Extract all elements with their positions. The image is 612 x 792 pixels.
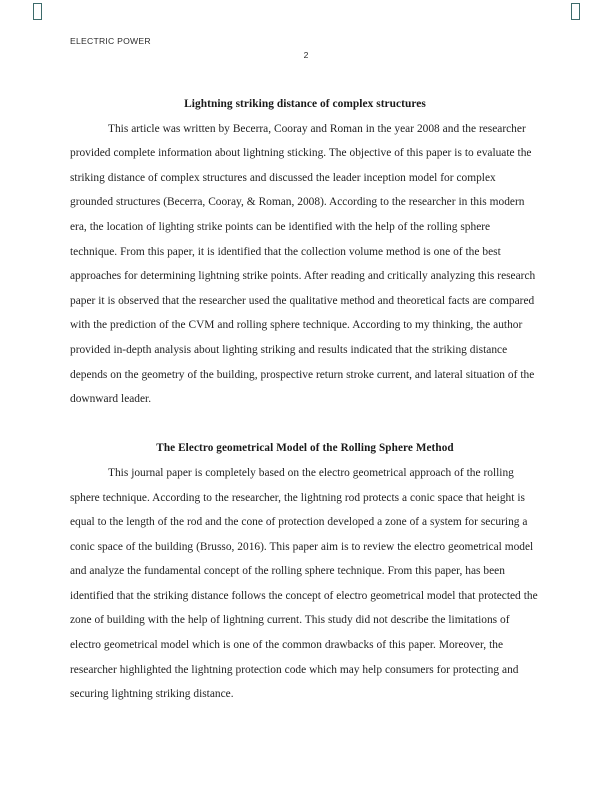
- running-header: ELECTRIC POWER: [70, 36, 151, 46]
- section-spacer: [70, 412, 540, 437]
- bracket-mark-icon-left: [33, 3, 42, 20]
- bracket-mark-icon-right: [571, 3, 580, 20]
- section-heading-1: Lightning striking distance of complex structures: [184, 98, 426, 110]
- page-number: 2: [303, 50, 309, 60]
- section-heading-2: The Electro geometrical Model of the Rolling Sphere Method: [156, 442, 454, 455]
- section-paragraph-1: This article was written by Becerra, Cooray and Roman in the year 2008 and the researcher provided complete information about lightning sticking. The objective of this paper is to evaluate the striking distance of complex structures and discussed the leader inception model for complex grounded structures (Becerra, Cooray, & Roman, 2008). According to the researcher in this modern era, the location of lighting strike points can be identified with the help of the rolling sphere technique. From this paper, it is identified that the collection volume method is one of the best approaches for determining lightning strike points. After reading and critically analyzing this research paper it is observed that the researcher used the qualitative method and theoretical facts are compared with the prediction of the CVM and rolling sphere technique. According to my thinking, the author provided in-depth analysis about lighting striking and results indicated that the striking distance depends on the geometry of the building, prospective return stroke current, and lateral situation of the downward leader.: [70, 122, 536, 406]
- document-body: [70, 92, 540, 707]
- section-paragraph-2: This journal paper is completely based on the electro geometrical approach of the rolling sphere technique. According to the researcher, the lightning rod protects a conic space that height is equal to the length of the rod and the cone of protection developed a zone of a system for securing a conic space of the building (Brusso, 2016). This paper aim is to review the electro geometrical model and analyze the fundamental concept of the rolling sphere technique. From this paper, has been identified that the striking distance follows the concept of electro geometrical model that protected the zone of building with the help of lightning current. This study did not describe the limitations of electro geometrical model which is one of the common drawbacks of this paper. Moreover, the researcher highlighted the lightning protection code which may help consumers for protecting and securing lightning striking distance.: [70, 466, 538, 701]
